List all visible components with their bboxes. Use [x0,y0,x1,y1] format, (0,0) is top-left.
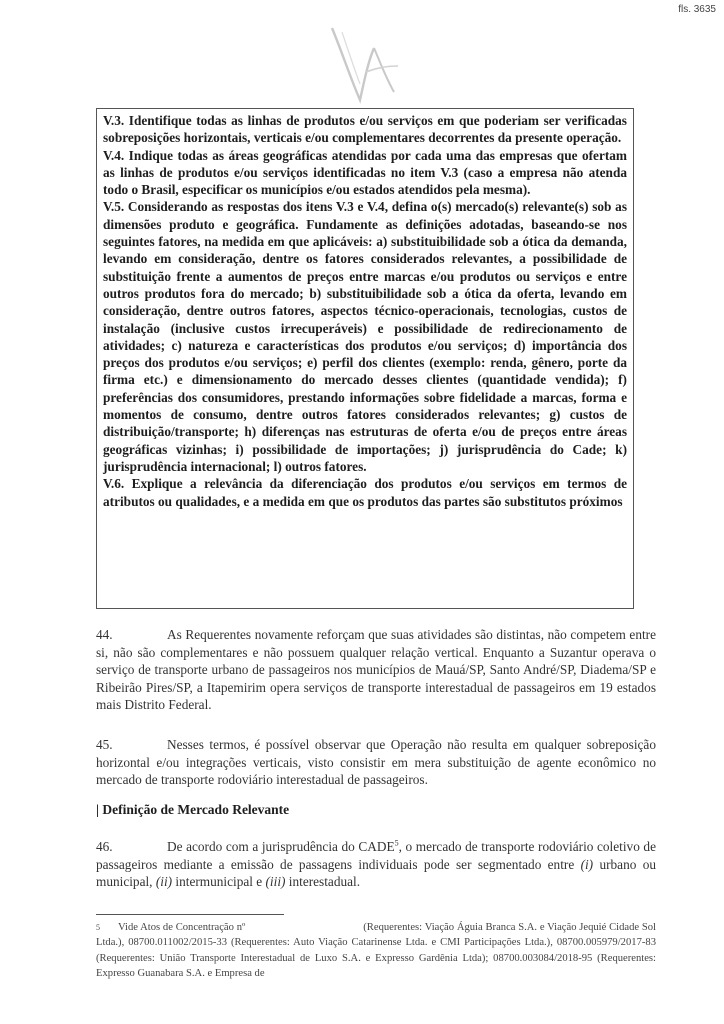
paragraph-text: urbano ou municipal, [96,856,656,890]
question-box [96,108,634,609]
paragraph-number: 45. [96,737,113,752]
footnote-reference[interactable]: 5 [394,838,399,848]
question-item-v3: V.3. Identifique todas as linhas de produtos e/ou serviços em que poderiam ser verificadas sobreposições horizontais, verticais e/ou complementares decorrentes da presente operação. [103,113,627,146]
footnote-mark: 5 [96,923,100,932]
footnote [96,920,656,981]
paragraph-number: 44. [96,627,113,642]
paragraph-number: 46. [96,839,113,854]
paragraph-45 [96,736,656,789]
paragraph-text: interestadual. [285,874,361,890]
paragraph-44 [96,626,656,714]
paragraph-text: Nesses termos, é possível observar que Operação não resulta em qualquer sobreposição horizontal e/ou integrações verticais, visto consistir em mera substituição de agente econômico no mercado de transporte rodoviário interestadual de passageiros. [96,737,656,788]
paragraph-46 [96,838,656,891]
question-item-v5: V.5. Considerando as respostas dos itens V.3 e V.4, defina o(s) mercado(s) relevante(s) sob as dimensões produto e geográfica. Fundamente as definições adotadas, baseando-se nos seguintes fatores, na medida em que aplicáveis: a) substituibilidade sob a ótica da demanda, levando em consideração, dentre os fatores considerados relevantes, a possibilidade de substituição frente a aumentos de preços entre marcas e/ou produtos ou serviços e entre outros produtos fora do mercado; b) substituibilidade sob a ótica da oferta, levando em consideração, dentre outros fatores, aspectos técnico-operacionais, tecnologias, custos de instalação (inclusive custos irrecuperáveis) e possibilidade de redirecionamento de atividades; c) natureza e características dos produtos e/ou serviços; d) importância dos preços dos produtos e/ou serviços; e) perfil dos clientes (exemplo: renda, gênero, porte da firma etc.) e dimensionamento do mercado desses clientes (quantidade vendida); f) preferências dos consumidores, prestando informações sobre fidelidade a marcas, forma e momentos de consumo, dentre outros fatores considerados relevantes; g) custos de distribuição/transporte; h) diferenças nas estruturas de oferta e/ou de preços entre áreas geográficas vizinhas; i) possibilidade de importações; j) jurisprudência do Cade; k) jurisprudência internacional; l) outros fatores. [103,199,627,474]
paragraph-text: , o mercado de transporte rodoviário coletivo de passageiros mediante a emissão de passagens individuais pode ser segmentado entre [96,839,656,872]
question-item-v6: V.6. Explique a relevância da diferenciação dos produtos e/ou serviços em termos de atributos ou qualidades, e a medida em que os produtos das partes são substitutos próximos [103,476,627,509]
section-heading: | Definição de Mercado Relevante [96,802,290,817]
footnote-divider [96,914,284,915]
footnote-text: (Requerentes: Viação Águia Branca S.A. e Viação Jequié Cidade Sol Ltda.), 08700.011002/2015-33 (Requerentes: Auto Viação Catarinense Ltda. e CMI Participações Ltda.), 08700.005979/2017-83 (Requerentes: União Transporte Interestadual de Luxo S.A. e Expresso Gardênia Ltda); 08700.003084/2018-95 (Requerentes: Expresso Guanabara S.A. e Empresa de [96,922,656,979]
paragraph-text: intermunicipal e [172,874,266,890]
list-marker: (i) [580,856,594,872]
letterhead-logo [328,22,400,104]
paragraph-text: De acordo com a jurisprudência do CADE [167,839,395,854]
question-item-v4: V.4. Indique todas as áreas geográficas atendidas por cada uma das empresas que ofertam as linhas de produtos e/ou serviços identificadas no item V.3 (caso a empresa não atenda todo o Brasil, especificar os municípios e/ou estados atendidos pela mesma). [103,147,627,198]
list-marker: (ii) [155,874,173,890]
footnote-lead: Vide Atos de Concentração nº [118,922,246,933]
paragraph-text: As Requerentes novamente reforçam que suas atividades são distintas, não competem entre si, não são complementares e não possuem qualquer relação vertical. Enquanto a Suzantur operava o serviço de transporte urbano de passageiros nos municípios de Mauá/SP, Santo André/SP, Diadema/SP e Ribeirão Pires/SP, a Itapemirim opera serviços de transporte interestadual de passageiros em 19 estados mais Distrito Federal. [96,627,656,713]
list-marker: (iii) [265,874,286,890]
page-stamp: fls. 3635 [678,4,716,15]
